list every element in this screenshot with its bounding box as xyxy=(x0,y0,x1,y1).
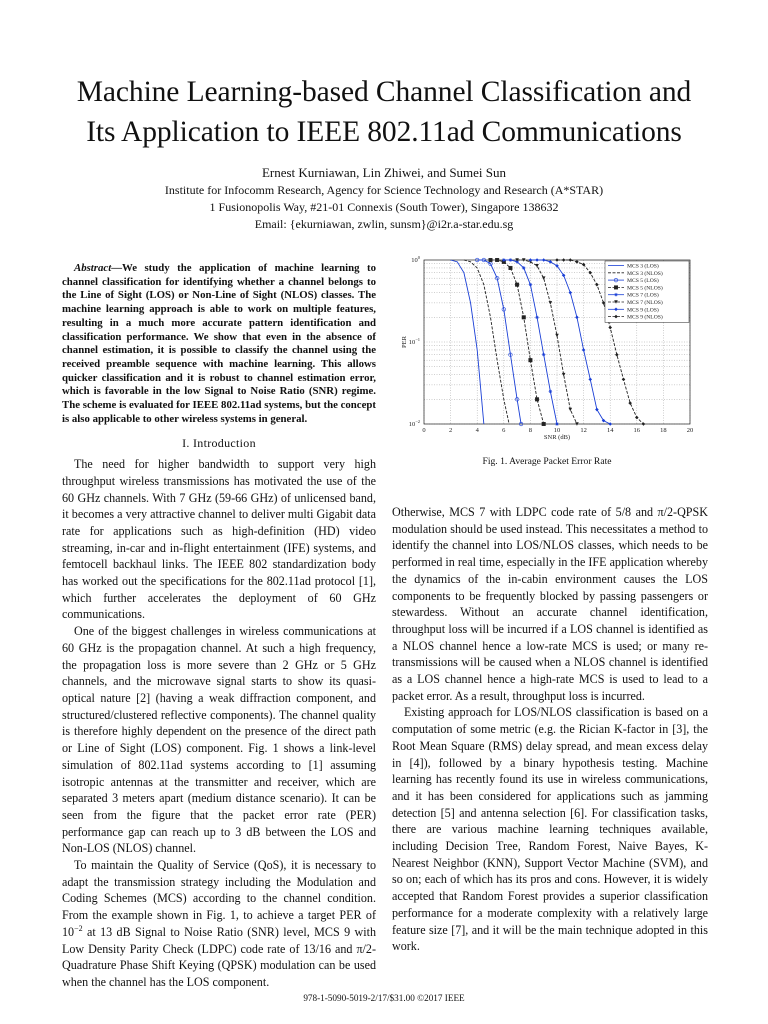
body-paragraph-2: One of the biggest challenges in wireless communications at 60 GHz is the propagation channel. At such a high frequency, the propagation loss is more severe than 2 GHz or 5 GHz channels, and the microwave signal starts to show its quasi-optical nature [2] (having a weak diffraction component, and structured/clustered reflective components). The channel quality is therefore highly dependent on the presence of the direct path or Line of Sight (LOS) component. Fig. 1 shows a link-level simulation of 802.11ad systems according to [1] assuming isotropic antennas at the transmitter and receiver, which are separated 3 meters apart (medium distance scenario). It can be seen from the figure that the packet error rate (PER) performance gap can reach up to 3 dB between the LOS and Non-LOS (NLOS) channel. xyxy=(62,624,376,856)
x-tick-label: 6 xyxy=(502,427,506,434)
affiliation-email[interactable]: Email: {ekurniawan, zwlin, sunsm}@i2r.a-star.edu.sg xyxy=(254,217,514,231)
x-tick-label: 2 xyxy=(448,427,453,434)
left-column xyxy=(62,262,376,991)
data-point xyxy=(542,258,546,262)
x-axis-label: SNR (dB) xyxy=(543,434,571,441)
data-point xyxy=(608,422,612,426)
data-point xyxy=(569,408,573,412)
data-point xyxy=(509,258,513,262)
data-point xyxy=(489,258,493,262)
data-point xyxy=(522,316,526,320)
data-point xyxy=(529,283,533,287)
data-point xyxy=(542,422,546,426)
legend-label: MCS 7 (LOS) xyxy=(627,292,659,299)
x-tick-label: 0 xyxy=(422,427,426,434)
data-point xyxy=(535,264,539,268)
data-point xyxy=(575,260,579,264)
x-tick-label: 16 xyxy=(633,427,641,434)
data-point xyxy=(569,291,573,295)
affiliation-institute: Institute for Infocomm Research, Agency for Science Technology and Research (A*STAR) xyxy=(164,183,604,197)
data-point xyxy=(622,378,626,382)
section-heading: I. Introduction xyxy=(182,436,256,451)
x-tick-label: 20 xyxy=(686,427,694,434)
data-point xyxy=(595,283,599,287)
legend-label: MCS 3 (LOS) xyxy=(627,263,659,270)
body-paragraph-3-part-a: To maintain the Quality of Service (QoS), it is necessary to adapt the transmission strategy including the Modulation and Coding Schemes (MCS) according to the channel condition. From the example shown in Fig. 1, to achieve a target PER of 10 xyxy=(62,858,376,939)
data-point xyxy=(615,353,619,357)
data-point xyxy=(502,258,506,262)
legend-label: MCS 3 (NLOS) xyxy=(627,270,663,277)
data-point xyxy=(542,353,546,357)
paper-title xyxy=(30,72,738,152)
body-paragraph-3-exponent: −2 xyxy=(74,923,83,933)
x-tick-label: 4 xyxy=(475,427,479,434)
title-line-2: Its Application to IEEE 802.11ad Communications xyxy=(86,116,682,148)
page-footer: 978-1-5090-5019-2/17/$31.00 ©2017 IEEE xyxy=(303,993,465,1003)
x-tick-label: 18 xyxy=(660,427,667,434)
x-tick-label: 8 xyxy=(528,427,533,434)
x-tick-label: 12 xyxy=(580,427,587,434)
data-point xyxy=(635,416,639,420)
data-point xyxy=(509,266,513,270)
affiliation-block xyxy=(0,182,768,233)
y-tick-label: $10^{-1}$ xyxy=(408,337,420,346)
y-tick-label: $10^{-2}$ xyxy=(408,419,420,428)
abstract-lead: Abstract xyxy=(74,262,112,274)
data-point xyxy=(562,258,566,262)
data-point xyxy=(582,348,586,352)
data-point xyxy=(555,258,559,262)
data-point xyxy=(628,401,632,405)
x-tick-label: 10 xyxy=(553,427,561,434)
data-point xyxy=(535,398,539,402)
data-point xyxy=(555,422,559,426)
figure-caption: Fig. 1. Average Packet Error Rate xyxy=(482,456,612,467)
affiliation-address: 1 Fusionopolis Way, #21-01 Connexis (South Tower), Singapore 138632 xyxy=(209,200,559,214)
data-point xyxy=(588,378,592,382)
body-paragraph-3-part-b: at 13 dB Signal to Noise Ratio (SNR) level, MCS 9 with Low Density Parity Check (LDPC) code rate of 13/16 and π/2-Quadrature Phase Shift Keying (QPSK) modulation can be used when the channel has the LOS component. xyxy=(62,924,376,989)
data-point xyxy=(495,258,499,262)
abstract-text: —We study the application of machine learning to channel classification for identifying whether a channel belongs to the Line of Sight (LOS) or Non-Line of Sight (NLOS) classes. The machine learning approach is able to work on multiple features, resulting in a much more accurate pattern identification and classification performance. We show that even in the absence of channel estimation, it is possible to classify the channel using the received preamble sequence with machine learning. This allows quicker classification and it is robust to channel estimation error, which is favorable in the low Signal to Noise Ratio (SNR) regime. The scheme is evaluated for IEEE 802.11ad systems, but the concept is also applicable to other wireless systems in general. xyxy=(62,262,376,425)
data-point xyxy=(555,334,559,338)
data-point xyxy=(529,358,533,362)
body-paragraph-5: Existing approach for LOS/NLOS classification is based on a computation of some metric (e.g. the Rician K-factor in [3], the Root Mean Square (RMS) delay spread, and mean excess delay in [4]), followed by a binary hypothesis testing. Machine learning has recently found its use in wireless communications, and it has been considered for applications such as jamming detection [5] and antenna selection [6]. For classification tasks, there are various machine learning techniques available, including Decision Tree, Random Forest, Naive Bayes, K-Nearest Neighbor (KNN), Support Vector Machine (SVM), and so on; each of which has its pros and cons. However, it is widely accepted that Random Forest provides a superior classification performance for a moderate complexity with a relatively large feature size [7], and it will be the main technique adopted in this work. xyxy=(392,705,708,954)
data-point xyxy=(549,390,553,394)
author-list: Ernest Kurniawan, Lin Zhiwei, and Sumei Sun xyxy=(261,165,507,180)
y-axis-label: PER xyxy=(401,336,408,348)
body-paragraph-3 xyxy=(62,857,376,991)
right-column xyxy=(392,504,708,955)
data-point xyxy=(569,258,573,262)
data-point xyxy=(614,286,618,290)
data-point xyxy=(535,316,539,320)
legend-label: MCS 7 (NLOS) xyxy=(627,300,663,306)
per-chart xyxy=(392,254,702,441)
per-figure xyxy=(392,254,702,441)
legend xyxy=(605,261,689,322)
body-paragraph-4: Otherwise, MCS 7 with LDPC code rate of 5/8 and π/2-QPSK modulation should be used instead. This necessitates a method to identify the channel into LOS/NLOS classes, which needs to be performed in real time, especially in the IFE application whereby the dynamics of the in-cabin environment causes the LOS components to be frequently blocked by passing passengers or stewardess. Without an accurate channel identification, throughput loss will be incurred if a LOS channel is identified as a NLOS channel hence a low-rate MCS is used; or many re-transmissions will be caused when a NLOS channel is identified as a LOS channel hence a high-rate MCS is used to lead to a packet error. As a result, throughput loss is incurred. xyxy=(392,505,708,703)
legend-label: MCS 9 (NLOS) xyxy=(627,314,663,321)
body-paragraph-1: The need for higher bandwidth to support very high throughput wireless transmissions has motivated the use of the 60 GHz channels. With 7 GHz (59-66 GHz) of unlicensed band, it becomes a very attractive channel to deliver multi Gigabit data rate for applications such as high-definition (HD) video streaming, in-car and in-flight entertainment (IFE) systems, and femtocell backhaul links. The IEEE 802 standardization body has worked out the specifications for the 802.11ad protocol [1], which further accelerates the deployment of 60 GHz communications. xyxy=(62,457,376,622)
y-tick-label: $10^0$ xyxy=(411,255,420,264)
data-point xyxy=(575,316,579,320)
data-point xyxy=(535,258,539,262)
legend-label: MCS 5 (NLOS) xyxy=(627,285,663,292)
abstract xyxy=(62,262,376,426)
legend-label: MCS 9 (LOS) xyxy=(627,307,659,314)
x-tick-label: 14 xyxy=(606,427,614,434)
data-point xyxy=(529,258,533,262)
legend-label: MCS 5 (LOS) xyxy=(627,278,659,285)
title-line-1: Machine Learning-based Channel Classification and xyxy=(76,76,692,108)
data-point xyxy=(515,283,519,287)
data-point xyxy=(608,326,612,330)
